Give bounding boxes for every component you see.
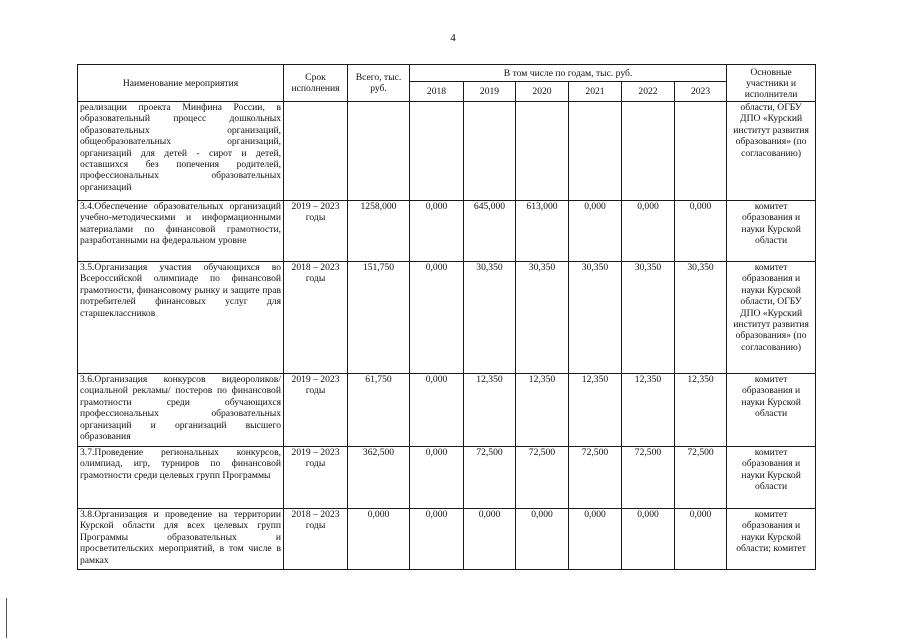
measure-year-value: 72,500 bbox=[675, 447, 727, 509]
measure-year-value: 0,000 bbox=[569, 509, 622, 570]
header-deadline: Срок исполнения bbox=[284, 65, 348, 102]
measure-year-value: 0,000 bbox=[516, 509, 569, 570]
measure-year-value: 12,350 bbox=[569, 374, 622, 447]
table-row bbox=[78, 201, 816, 262]
measure-year-value: 613,000 bbox=[516, 201, 569, 262]
measure-year-value: 72,500 bbox=[569, 447, 622, 509]
measure-total: 0,000 bbox=[348, 509, 410, 570]
measure-year-value: 0,000 bbox=[569, 201, 622, 262]
header-participants: Основные участники и исполнители bbox=[727, 65, 816, 102]
measure-year-value: 0,000 bbox=[464, 509, 516, 570]
measure-year-value: 72,500 bbox=[464, 447, 516, 509]
measure-participants: комитет образования и науки Курской области bbox=[727, 447, 816, 509]
measure-year-value: 0,000 bbox=[675, 201, 727, 262]
header-total: Всего, тыс. руб. bbox=[348, 65, 410, 102]
measure-year-value: 12,350 bbox=[675, 374, 727, 447]
measure-name: 3.6.Организация конкурсов видеороликов/социальной рекламы/ постеров по финансовой грамотности среди обучающихся профессиональных образовательных организаций и организаций высшего образования bbox=[78, 374, 284, 447]
header-by-years: В том числе по годам, тыс. руб. bbox=[410, 65, 727, 82]
header-name: Наименование мероприятия bbox=[78, 65, 284, 102]
table-row bbox=[78, 509, 816, 570]
scan-edge-line bbox=[6, 598, 7, 638]
measure-year-value: 0,000 bbox=[410, 509, 464, 570]
measure-participants: комитет образования и науки Курской области, ОГБУ ДПО «Курский институт развития образования» (по согласованию) bbox=[727, 262, 816, 374]
measure-total: 362,500 bbox=[348, 447, 410, 509]
header-year: 2020 bbox=[516, 82, 569, 102]
measure-year-value bbox=[410, 102, 464, 201]
measure-year-value: 0,000 bbox=[410, 262, 464, 374]
measure-participants: комитет образования и науки Курской области bbox=[727, 201, 816, 262]
table-row bbox=[78, 447, 816, 509]
measure-year-value: 30,350 bbox=[516, 262, 569, 374]
table-row bbox=[78, 102, 816, 201]
measure-name: 3.5.Организация участия обучающихся во Всероссийской олимпиаде по финансовой грамотности, финансовому рынку и защите прав потребителей финансовых услуг для старшеклассников bbox=[78, 262, 284, 374]
header-year: 2019 bbox=[464, 82, 516, 102]
measure-year-value bbox=[569, 102, 622, 201]
measure-year-value bbox=[464, 102, 516, 201]
measure-total bbox=[348, 102, 410, 201]
measure-participants: области, ОГБУ ДПО «Курский институт развития образования» (по согласованию) bbox=[727, 102, 816, 201]
table-row bbox=[78, 374, 816, 447]
measure-total: 1258,000 bbox=[348, 201, 410, 262]
measure-participants: комитет образования и науки Курской области; комитет bbox=[727, 509, 816, 570]
measure-year-value: 0,000 bbox=[675, 509, 727, 570]
header-year: 2021 bbox=[569, 82, 622, 102]
header-year: 2023 bbox=[675, 82, 727, 102]
measure-year-value bbox=[675, 102, 727, 201]
measure-name: 3.8.Организация и проведение на территории Курской области для всех целевых групп Программы образовательных и просветительских мероприятий, в том числе в рамках bbox=[78, 509, 284, 570]
table-row bbox=[78, 262, 816, 374]
measure-year-value: 0,000 bbox=[622, 201, 675, 262]
measure-year-value: 645,000 bbox=[464, 201, 516, 262]
measure-year-value bbox=[516, 102, 569, 201]
measure-deadline: 2019 – 2023 годы bbox=[284, 447, 348, 509]
measure-deadline: 2018 – 2023 годы bbox=[284, 509, 348, 570]
measure-year-value: 30,350 bbox=[622, 262, 675, 374]
measure-year-value: 0,000 bbox=[410, 201, 464, 262]
measure-deadline: 2018 – 2023 годы bbox=[284, 262, 348, 374]
measure-year-value bbox=[622, 102, 675, 201]
header-year: 2018 bbox=[410, 82, 464, 102]
measure-name: 3.4.Обеспечение образовательных организаций учебно-методическими и информационными материалами по финансовой грамотности, разработанными на федеральном уровне bbox=[78, 201, 284, 262]
measure-year-value: 30,350 bbox=[569, 262, 622, 374]
measure-year-value: 0,000 bbox=[410, 374, 464, 447]
measure-deadline: 2019 – 2023 годы bbox=[284, 374, 348, 447]
measure-year-value: 12,350 bbox=[464, 374, 516, 447]
measure-total: 61,750 bbox=[348, 374, 410, 447]
measure-deadline bbox=[284, 102, 348, 201]
measure-name: реализации проекта Минфина России, в образовательный процесс дошкольных образовательных организаций, общеобразовательных организаций, организаций для детей - сирот и детей, оставшихся без попечения родителей, профессиональных образовательных организаций bbox=[78, 102, 284, 201]
measure-deadline: 2019 – 2023 годы bbox=[284, 201, 348, 262]
header-year: 2022 bbox=[622, 82, 675, 102]
measure-name: 3.7.Проведение региональных конкурсов, олимпиад, игр, турниров по финансовой грамотности среди целевых групп Программы bbox=[78, 447, 284, 509]
measure-year-value: 0,000 bbox=[622, 509, 675, 570]
measure-year-value: 12,350 bbox=[622, 374, 675, 447]
measure-year-value: 72,500 bbox=[622, 447, 675, 509]
measures-table bbox=[77, 64, 816, 570]
page-number: 4 bbox=[450, 32, 456, 44]
measure-year-value: 0,000 bbox=[410, 447, 464, 509]
measure-year-value: 30,350 bbox=[675, 262, 727, 374]
measure-year-value: 72,500 bbox=[516, 447, 569, 509]
measure-year-value: 12,350 bbox=[516, 374, 569, 447]
measure-participants: комитет образования и науки Курской области bbox=[727, 374, 816, 447]
measure-year-value: 30,350 bbox=[464, 262, 516, 374]
measure-total: 151,750 bbox=[348, 262, 410, 374]
